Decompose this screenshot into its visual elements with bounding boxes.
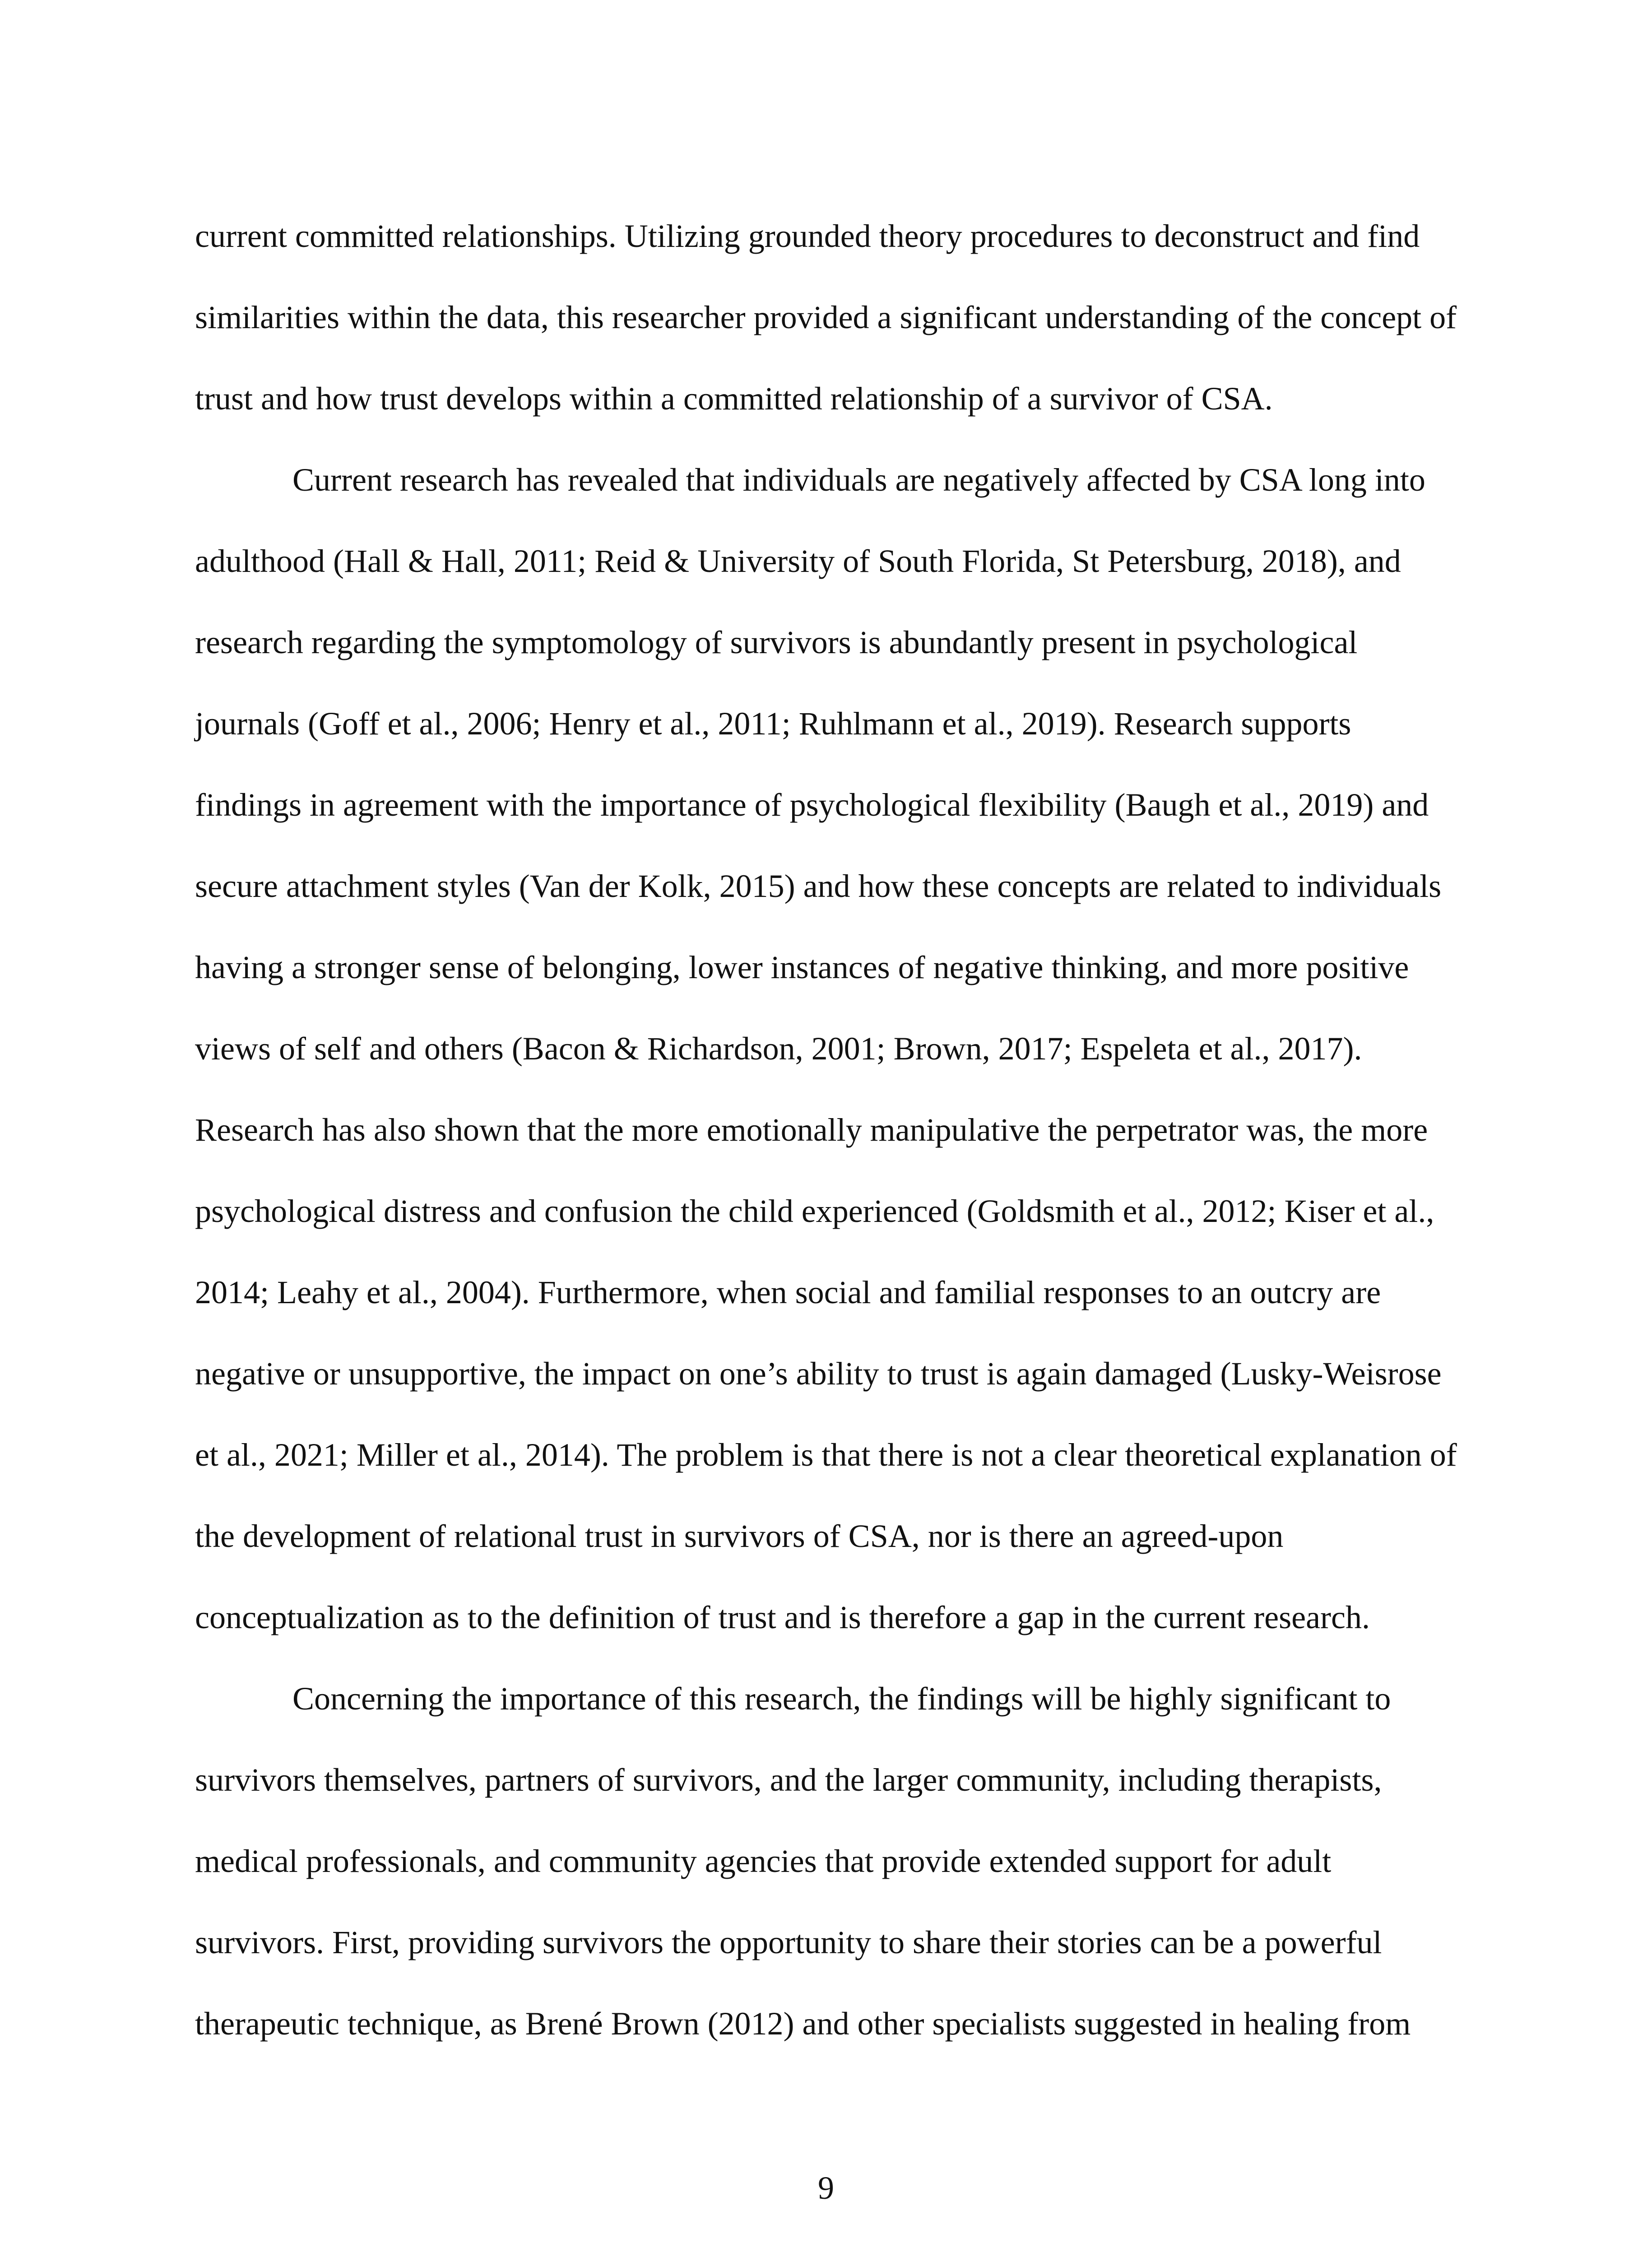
text-line: current committed relationships. Utilizing grounded theory procedures to deconstruct and find: [195, 218, 1420, 254]
text-line: the development of relational trust in survivors of CSA, nor is there an agreed-upon: [195, 1518, 1284, 1554]
page-number: 9: [818, 2170, 834, 2206]
text-line: negative or unsupportive, the impact on one’s ability to trust is again damaged (Lusky-Weisrose: [195, 1356, 1442, 1392]
text-line: therapeutic technique, as Brené Brown (2012) and other specialists suggested in healing from: [195, 2006, 1411, 2042]
text-line: secure attachment styles (Van der Kolk, 2015) and how these concepts are related to individuals: [195, 868, 1442, 904]
text-line: survivors themselves, partners of survivors, and the larger community, including therapists,: [195, 1762, 1382, 1798]
text-line: having a stronger sense of belonging, lower instances of negative thinking, and more positive: [195, 949, 1409, 985]
text-line: trust and how trust develops within a committed relationship of a survivor of CSA.: [195, 381, 1273, 417]
text-line: research regarding the symptomology of survivors is abundantly present in psychological: [195, 624, 1358, 660]
text-line: Research has also shown that the more emotionally manipulative the perpetrator was, the more: [195, 1112, 1428, 1148]
text-line: similarities within the data, this researcher provided a significant understanding of the concept of: [195, 299, 1457, 335]
text-line: 2014; Leahy et al., 2004). Furthermore, when social and familial responses to an outcry are: [195, 1274, 1381, 1310]
text-line: medical professionals, and community agencies that provide extended support for adult: [195, 1843, 1332, 1879]
text-line: Current research has revealed that individuals are negatively affected by CSA long into: [292, 462, 1425, 498]
text-line: adulthood (Hall & Hall, 2011; Reid & University of South Florida, St Petersburg, 2018), and: [195, 543, 1401, 579]
text-line: conceptualization as to the definition of trust and is therefore a gap in the current research.: [195, 1599, 1370, 1635]
text-line: views of self and others (Bacon & Richardson, 2001; Brown, 2017; Espeleta et al., 2017).: [195, 1031, 1362, 1067]
text-line: psychological distress and confusion the child experienced (Goldsmith et al., 2012; Kiser et al.,: [195, 1193, 1434, 1229]
text-line: journals (Goff et al., 2006; Henry et al., 2011; Ruhlmann et al., 2019). Research supports: [195, 706, 1351, 742]
text-line: et al., 2021; Miller et al., 2014). The problem is that there is not a clear theoretical explanation of: [195, 1437, 1457, 1473]
text-line: survivors. First, providing survivors the opportunity to share their stories can be a powerful: [195, 1924, 1382, 1960]
text-line: Concerning the importance of this research, the findings will be highly significant to: [292, 1681, 1391, 1717]
text-line: findings in agreement with the importance of psychological flexibility (Baugh et al., 2019) and: [195, 787, 1429, 823]
